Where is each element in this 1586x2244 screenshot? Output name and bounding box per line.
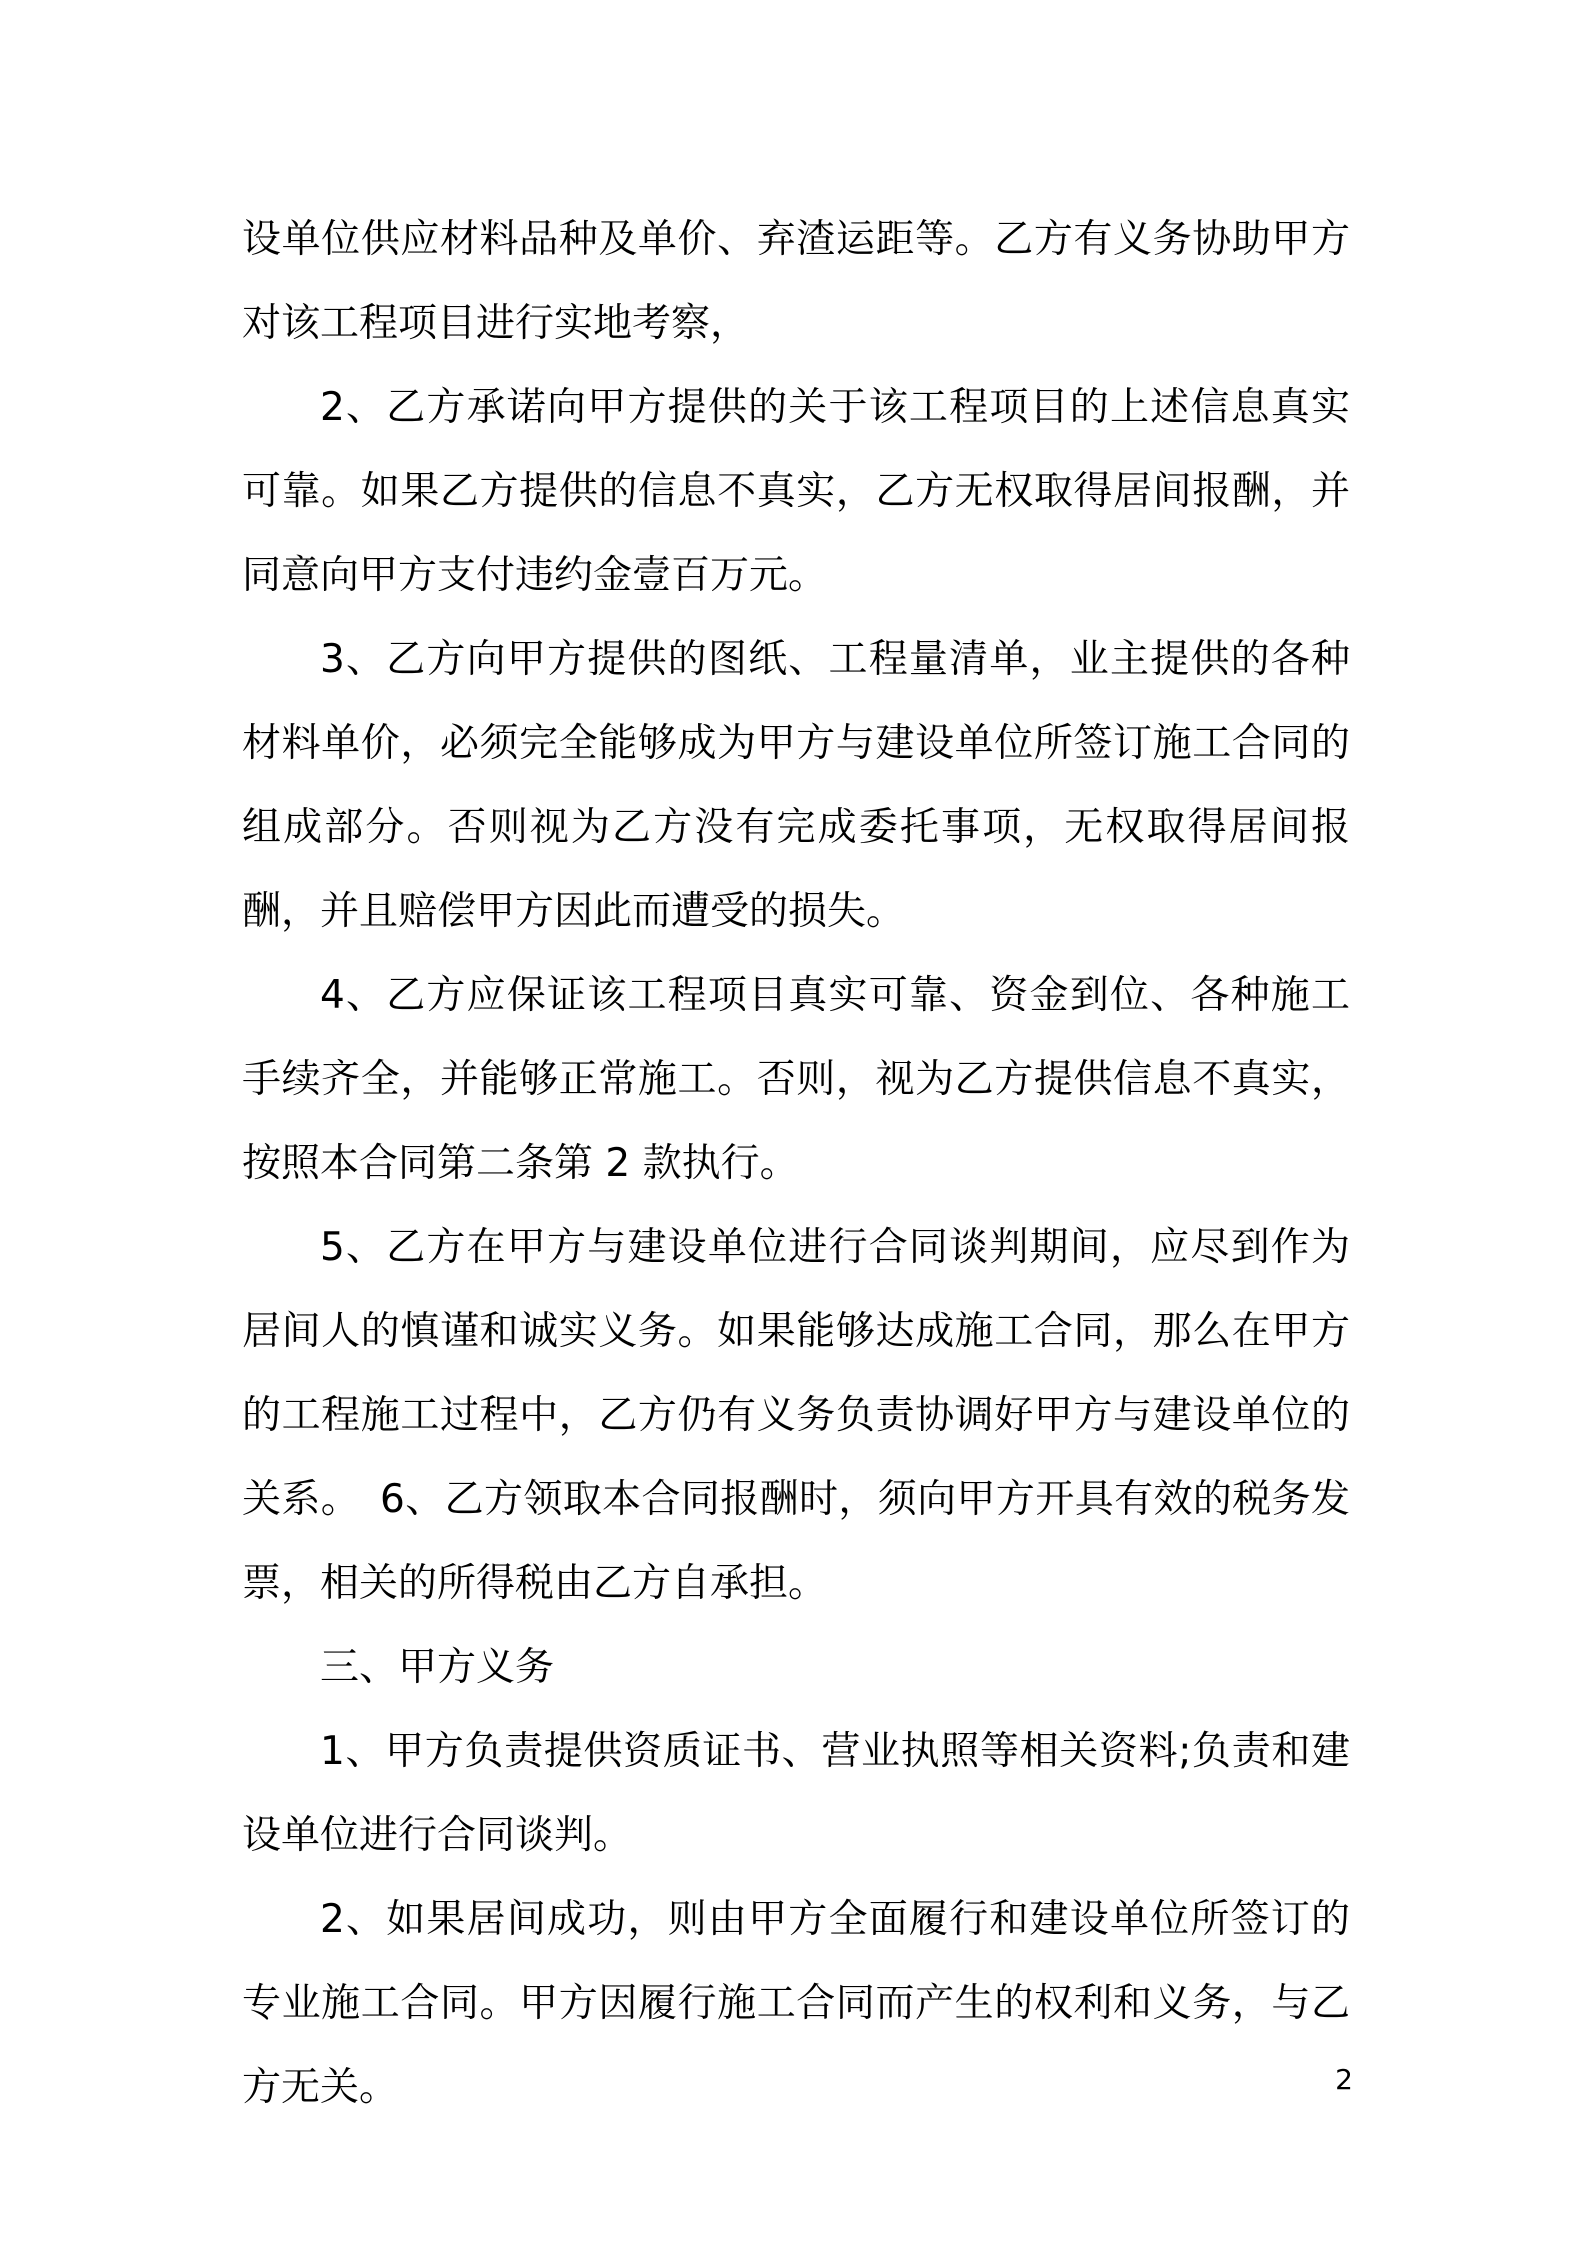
paragraph-clause-3: 3、乙方向甲方提供的图纸、工程量清单，业主提供的各种材料单价，必须完全能够成为甲方与建设单位所签订施工合同的组成部分。否则视为乙方没有完成委托事项，无权取得居间报酬，并且赔偿甲方因此而遭受的损失。 <box>242 637 1350 934</box>
section-heading-party-a-obligations: 三、甲方义务 <box>320 1645 555 1690</box>
page-number: 2 <box>1335 2063 1353 2096</box>
paragraph-clause-2: 2、乙方承诺向甲方提供的关于该工程项目的上述信息真实可靠。如果乙方提供的信息不真实，乙方无权取得居间报酬，并同意向甲方支付违约金壹百万元。 <box>242 385 1350 598</box>
paragraph-party-a-clause-1: 1、甲方负责提供资质证书、营业执照等相关资料;负责和建设单位进行合同谈判。 <box>242 1729 1350 1858</box>
paragraph-clause-4: 4、乙方应保证该工程项目真实可靠、资金到位、各种施工手续齐全，并能够正常施工。否则，视为乙方提供信息不真实，按照本合同第二条第 2 款执行。 <box>242 973 1350 1186</box>
paragraph-continuation: 设单位供应材料品种及单价、弃渣运距等。乙方有义务协助甲方对该工程项目进行实地考察， <box>242 217 1350 346</box>
paragraph-party-a-clause-2: 2、如果居间成功，则由甲方全面履行和建设单位所签订的专业施工合同。甲方因履行施工合同而产生的权利和义务，与乙方无关。 <box>242 1897 1350 2110</box>
paragraph-clause-5-6: 5、乙方在甲方与建设单位进行合同谈判期间，应尽到作为居间人的慎谨和诚实义务。如果能够达成施工合同，那么在甲方的工程施工过程中，乙方仍有义务负责协调好甲方与建设单位的关系。 6、乙方领取本合同报酬时，须向甲方开具有效的税务发票，相关的所得税由乙方自承担。 <box>242 1225 1350 1606</box>
document-body <box>242 198 1350 2130</box>
